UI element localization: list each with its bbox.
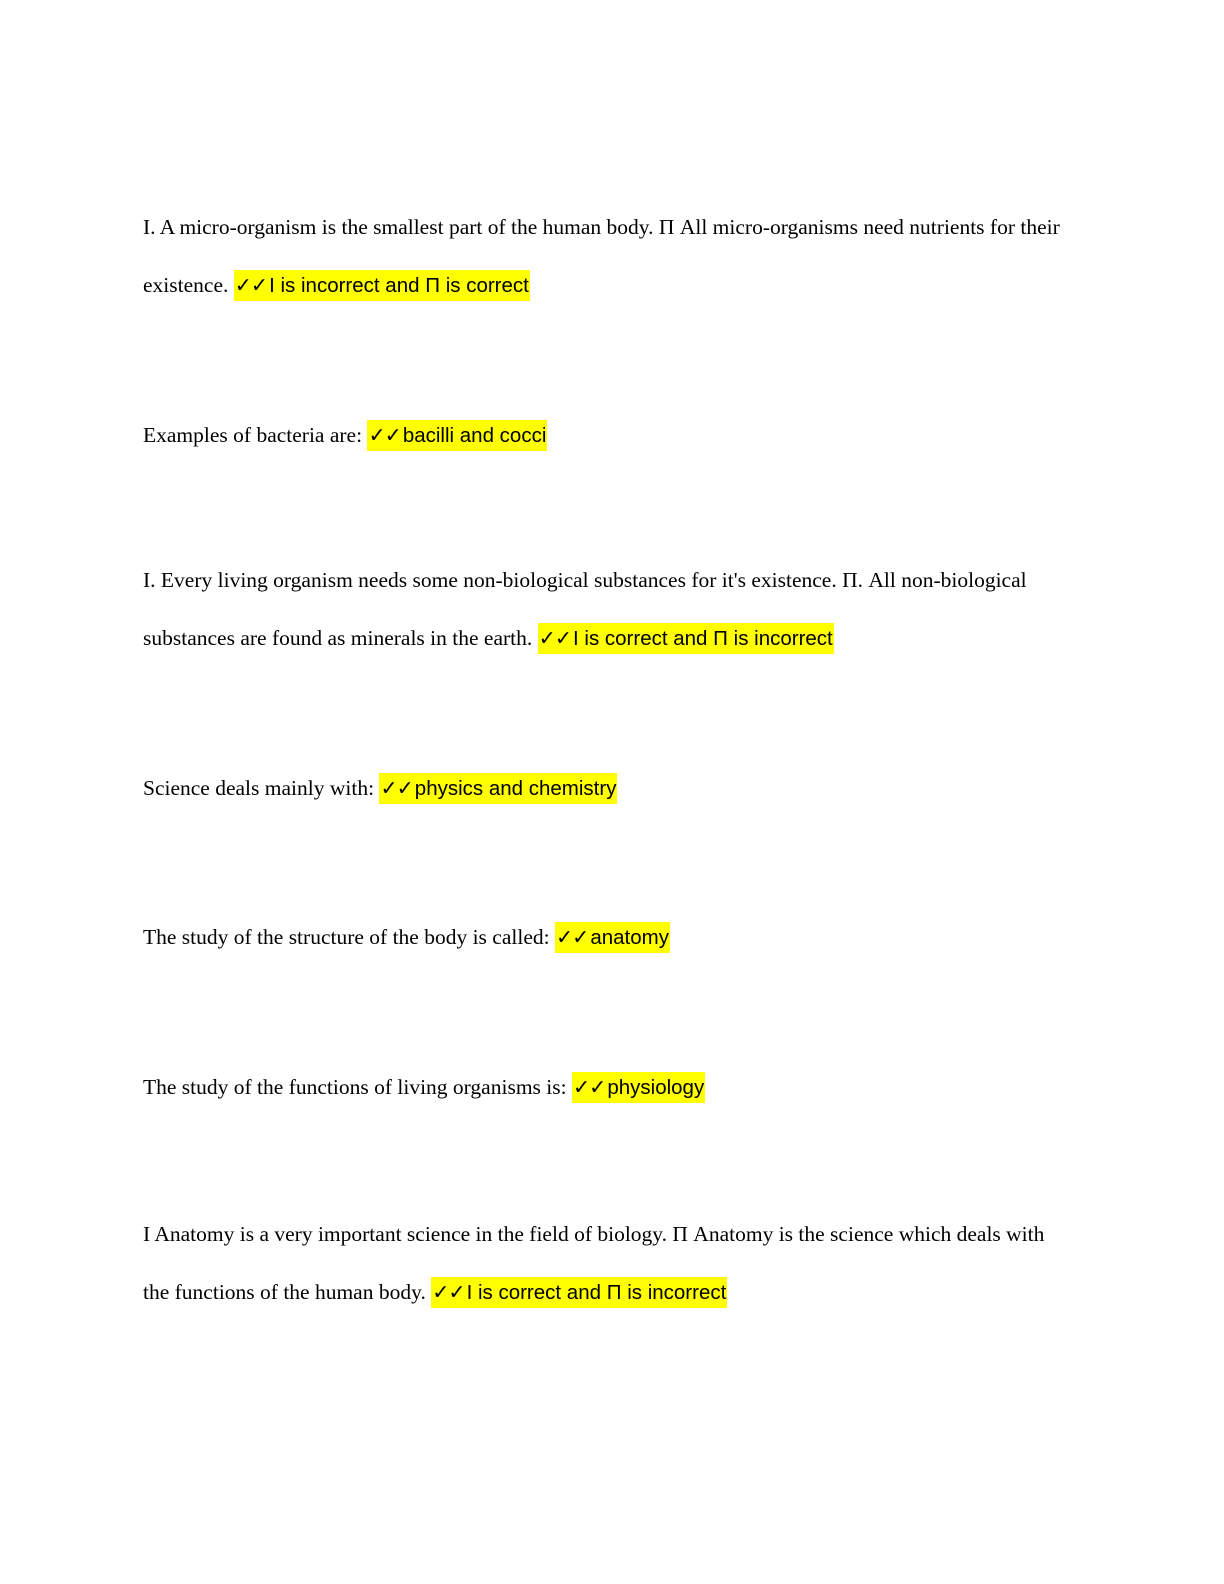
double-check-icon: ✓✓ [538,626,571,650]
answer-text: anatomy [590,926,669,949]
double-check-icon: ✓✓ [234,273,268,297]
double-check-icon: ✓✓ [572,1075,606,1099]
answer-text: I is correct and Π is incorrect [466,1281,727,1304]
highlighted-answer [538,623,834,654]
answer-text: I is correct and Π is incorrect [573,627,833,650]
question-block [143,551,1073,668]
question-text: I. Every living organism needs some non-biological substances for it's existence. Π. All non-biological substances are found as minerals in the earth. [143,568,1027,650]
answer-text: bacilli and cocci [402,424,547,447]
question-text: The study of the structure of the body is called: [143,925,555,949]
highlighted-answer [379,773,617,804]
answer-text: I is incorrect and Π is correct [269,274,529,297]
question-block [143,1058,1073,1117]
double-check-icon: ✓✓ [368,423,401,447]
double-check-icon: ✓✓ [432,1280,465,1304]
question-text: I Anatomy is a very important science in the field of biology. Π Anatomy is the science which deals with the functions of the human body. [143,1222,1045,1304]
answer-text: physics and chemistry [414,777,617,800]
question-block [143,908,1073,967]
question-block [143,759,1073,818]
double-check-icon: ✓✓ [555,925,589,949]
highlighted-answer [234,270,530,301]
question-text: I. A micro-organism is the smallest part of the human body. Π All micro-organisms need nutrients for their existence. [143,215,1060,297]
highlighted-answer [555,922,670,953]
answer-text: physiology [607,1076,705,1099]
question-block [143,198,1073,315]
highlighted-answer [572,1072,705,1103]
question-text: Science deals mainly with: [143,776,380,800]
double-check-icon: ✓✓ [380,776,413,800]
question-text: The study of the functions of living organisms is: [143,1075,572,1099]
highlighted-answer [431,1277,727,1308]
highlighted-answer [367,420,547,451]
question-block [143,406,1073,465]
question-text: Examples of bacteria are: [143,423,368,447]
question-block [143,1205,1073,1322]
